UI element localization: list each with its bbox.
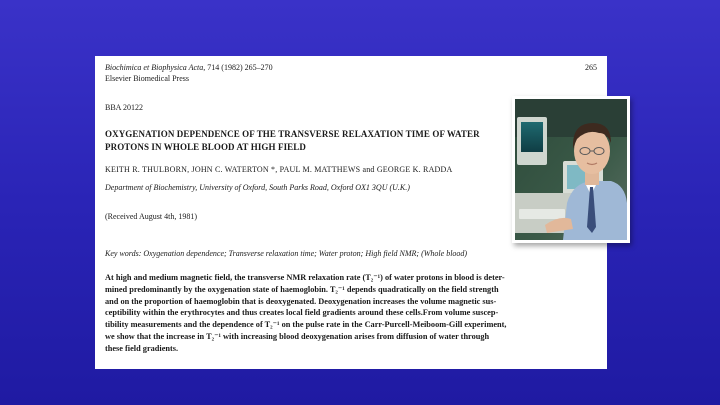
authors: KEITH R. THULBORN, JOHN C. WATERTON *, PAUL M. MATTHEWS and GEORGE K. RADDA xyxy=(105,165,453,174)
article-title: OXYGENATION DEPENDENCE OF THE TRANSVERSE RELAXATION TIME OF WATER PROTONS IN WHOLE BLOOD AT HIGH FIELD xyxy=(105,129,480,152)
received-date: (Received August 4th, 1981) xyxy=(105,212,197,221)
affiliation: Department of Biochemistry, University of Oxford, South Parks Road, Oxford OX1 3QU (U.K.) xyxy=(105,183,410,192)
abstract-line: we show that the increase in T₂⁻¹ with increasing blood deoxygenation arises from diffusion of water through xyxy=(105,331,490,341)
abstract-line: mined predominantly by the oxygenation state of haemoglobin. T₂⁻¹ depends quadratically on the field strength xyxy=(105,284,499,294)
abstract-line: these field gradients. xyxy=(105,343,179,353)
publisher: Elsevier Biomedical Press xyxy=(105,74,189,83)
page-number: 265 xyxy=(585,63,597,72)
journal-volume-pages: , 714 (1982) 265–270 xyxy=(203,63,273,72)
author-photo xyxy=(512,96,630,243)
keywords: Key words: Oxygenation dependence; Transverse relaxation time; Water proton; High field NMR; (Whole blood) xyxy=(105,249,468,258)
abstract-line: tibility measurements and the dependence of T₂⁻¹ on the pulse rate in the Carr-Purcell-Meiboom-Gill experiment, xyxy=(105,320,507,330)
abstract-line: ceptibility within the erythrocytes and thus creates local field gradients around these cells.From volume suscep- xyxy=(105,308,499,318)
abstract xyxy=(105,272,601,355)
abstract-line: At high and medium magnetic field, the transverse NMR relaxation rate (T₂⁻¹) of water protons in blood is deter- xyxy=(105,273,505,282)
journal-name: Biochimica et Biophysica Acta xyxy=(105,63,204,72)
abstract-line: and on the proportion of haemoglobin that is deoxygenated. Deoxygenation increases the volume magnetic sus- xyxy=(105,296,497,306)
bba-code: BBA 20122 xyxy=(105,103,144,112)
author-portrait-image xyxy=(515,99,627,240)
journal-citation xyxy=(105,63,273,72)
